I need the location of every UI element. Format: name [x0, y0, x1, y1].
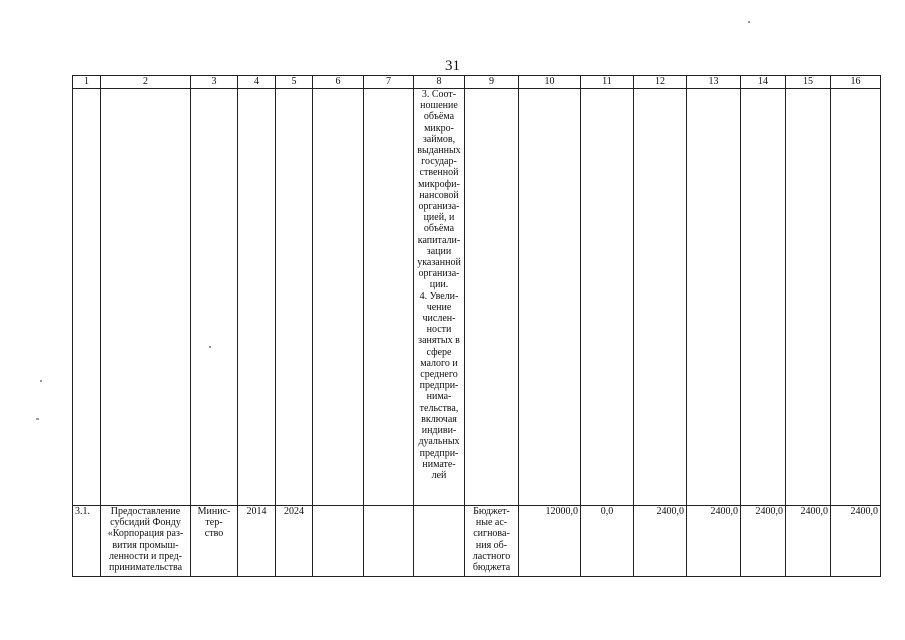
- header-col-12: 12: [634, 76, 687, 89]
- indicator-line: объёма: [423, 223, 455, 235]
- scan-speck: [748, 21, 750, 23]
- amount-year: 2400,0: [634, 506, 687, 577]
- indicator-line: малого и: [420, 357, 458, 369]
- header-col-3: 3: [191, 76, 238, 89]
- indicator-line: предпри-: [419, 447, 459, 459]
- continuation-row: [73, 89, 881, 506]
- end-year: 2024: [276, 506, 313, 577]
- indicator-line: зации: [426, 245, 452, 257]
- page-number: 31: [445, 58, 460, 74]
- indicator-line: микрофи-: [418, 178, 460, 190]
- indicator-line: числен-: [422, 313, 456, 325]
- indicator-line: нимате-: [422, 458, 456, 470]
- indicator-line: организа-: [418, 201, 460, 213]
- amount-year: 2400,0: [786, 506, 831, 577]
- cell: [831, 89, 881, 506]
- indicator-line: микро-: [424, 122, 454, 134]
- indicator-line: ственной: [419, 167, 459, 179]
- indicator-line: среднего: [420, 369, 458, 381]
- indicator-line: 3. Соот-: [421, 89, 457, 100]
- cell: [741, 89, 786, 506]
- header-col-1: 1: [73, 76, 101, 89]
- program-table: [72, 75, 881, 577]
- amount-year: 2400,0: [741, 506, 786, 577]
- cell: [414, 506, 465, 577]
- funding-source: Бюджет- ные ас- сигнова- ния об- ластного бюджета: [465, 506, 519, 577]
- row-number: 3.1.: [73, 506, 101, 577]
- table-row: [73, 506, 881, 577]
- indicator-line: ции.: [429, 279, 449, 291]
- header-col-9: 9: [465, 76, 519, 89]
- indicator-line: указанной: [417, 257, 461, 269]
- cell: [238, 89, 276, 506]
- indicator-line: ности: [426, 324, 452, 336]
- cell: [364, 506, 414, 577]
- indicator-line: чение: [426, 301, 452, 313]
- scan-speck: [40, 380, 42, 382]
- indicator-line: выданных: [417, 145, 461, 157]
- indicator-line: дуальных: [418, 436, 460, 448]
- header-col-16: 16: [831, 76, 881, 89]
- cell: [313, 506, 364, 577]
- header-col-14: 14: [741, 76, 786, 89]
- indicator-line: индиви-: [421, 425, 457, 437]
- indicator-line: цией, и: [423, 212, 455, 224]
- cell: [634, 89, 687, 506]
- cell: [73, 89, 101, 506]
- indicator-line: занятых в: [418, 335, 460, 347]
- header-col-2: 2: [101, 76, 191, 89]
- cell: [519, 89, 581, 506]
- indicator-line: государ-: [421, 156, 457, 168]
- scan-speck: [209, 346, 211, 348]
- indicator-line: тельства,: [419, 402, 459, 414]
- cell: [276, 89, 313, 506]
- header-col-8: 8: [414, 76, 465, 89]
- measure-name: Предоставление субсидий Фонду «Корпорация раз- вития промыш- ленности и пред- принимательства: [101, 506, 191, 577]
- header-col-11: 11: [581, 76, 634, 89]
- cell: [786, 89, 831, 506]
- indicator-line: предпри-: [419, 380, 459, 392]
- header-col-15: 15: [786, 76, 831, 89]
- executor: Минис- тер- ство: [191, 506, 238, 577]
- header-col-10: 10: [519, 76, 581, 89]
- start-year: 2014: [238, 506, 276, 577]
- cell: [687, 89, 741, 506]
- indicator-line: займов,: [422, 133, 456, 145]
- header-col-6: 6: [313, 76, 364, 89]
- indicator-line: ношение: [420, 100, 458, 112]
- indicator-line: сфере: [426, 346, 452, 358]
- indicators-cell: [414, 89, 465, 506]
- header-col-5: 5: [276, 76, 313, 89]
- indicator-line: нима-: [426, 391, 452, 403]
- indicator-line: нансовой: [419, 189, 459, 201]
- amount-year: 0,0: [581, 506, 634, 577]
- total-amount: 12000,0: [519, 506, 581, 577]
- indicator-line: лей: [431, 469, 447, 481]
- cell: [101, 89, 191, 506]
- cell: [191, 89, 238, 506]
- indicator-line: объёма: [423, 111, 455, 123]
- amount-year: 2400,0: [831, 506, 881, 577]
- indicator-line: включая: [421, 413, 457, 425]
- header-row: [73, 76, 881, 89]
- scan-speck: [36, 418, 39, 420]
- cell: [465, 89, 519, 506]
- cell: [581, 89, 634, 506]
- cell: [313, 89, 364, 506]
- header-col-4: 4: [238, 76, 276, 89]
- indicator-line: капитали-: [417, 234, 461, 246]
- header-col-13: 13: [687, 76, 741, 89]
- cell: [364, 89, 414, 506]
- indicator-line: организа-: [418, 268, 460, 280]
- header-col-7: 7: [364, 76, 414, 89]
- amount-year: 2400,0: [687, 506, 741, 577]
- indicator-line: 4. Увели-: [419, 290, 459, 302]
